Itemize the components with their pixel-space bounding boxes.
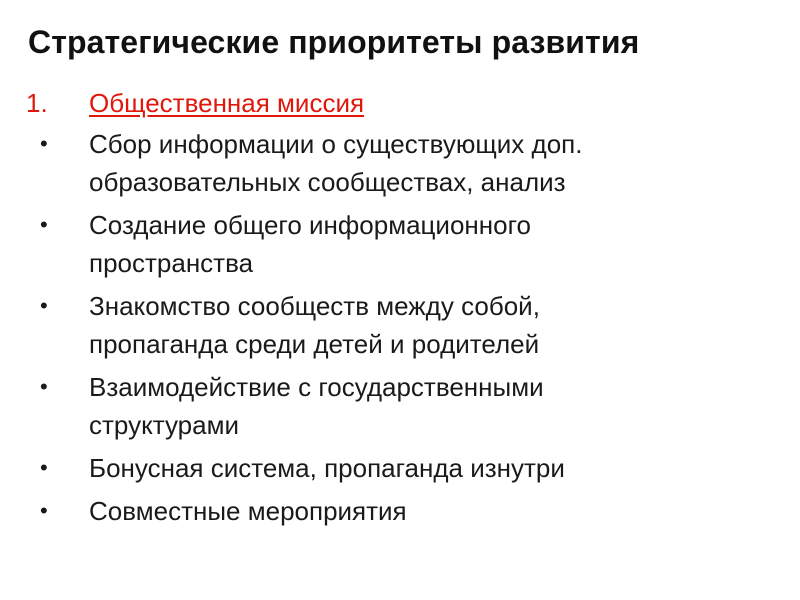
bullet-line: пропаганда среди детей и родителей — [89, 329, 540, 359]
numbered-item-label: Общественная миссия — [89, 88, 365, 118]
bullet-item — [0, 368, 800, 444]
bullet-line: Создание общего информационного — [89, 210, 531, 240]
bullet-item — [0, 492, 800, 530]
bullet-text — [89, 368, 789, 444]
bullet-line: пространства — [89, 248, 254, 278]
list-number: 1. — [26, 88, 48, 118]
bullet-text — [89, 449, 789, 487]
slide-content — [0, 84, 800, 535]
bullet-icon: • — [40, 131, 48, 156]
bullet-icon: • — [40, 293, 48, 318]
bullet-item — [0, 287, 800, 363]
bullet-icon: • — [40, 212, 48, 237]
bullet-item — [0, 125, 800, 201]
bullet-item — [0, 449, 800, 487]
bullet-line: Совместные мероприятия — [89, 496, 407, 526]
bullet-text — [89, 492, 789, 530]
bullet-icon: • — [40, 498, 48, 523]
bullet-text — [89, 287, 789, 363]
bullet-item — [0, 206, 800, 282]
bullet-line: Сбор информации о существующих доп. — [89, 129, 583, 159]
bullet-icon: • — [40, 455, 48, 480]
slide-title: Стратегические приоритеты развития — [28, 24, 640, 60]
bullet-line: Взаимодействие с государственными — [89, 372, 544, 402]
bullet-line: образовательных сообществах, анализ — [89, 167, 566, 197]
bullet-line: структурами — [89, 410, 239, 440]
bullet-text — [89, 125, 789, 201]
bullet-line: Знакомство сообществ между собой, — [89, 291, 540, 321]
bullet-text — [89, 206, 789, 282]
numbered-item — [0, 84, 800, 122]
bullet-icon: • — [40, 374, 48, 399]
bullet-line: Бонусная система, пропаганда изнутри — [89, 453, 565, 483]
